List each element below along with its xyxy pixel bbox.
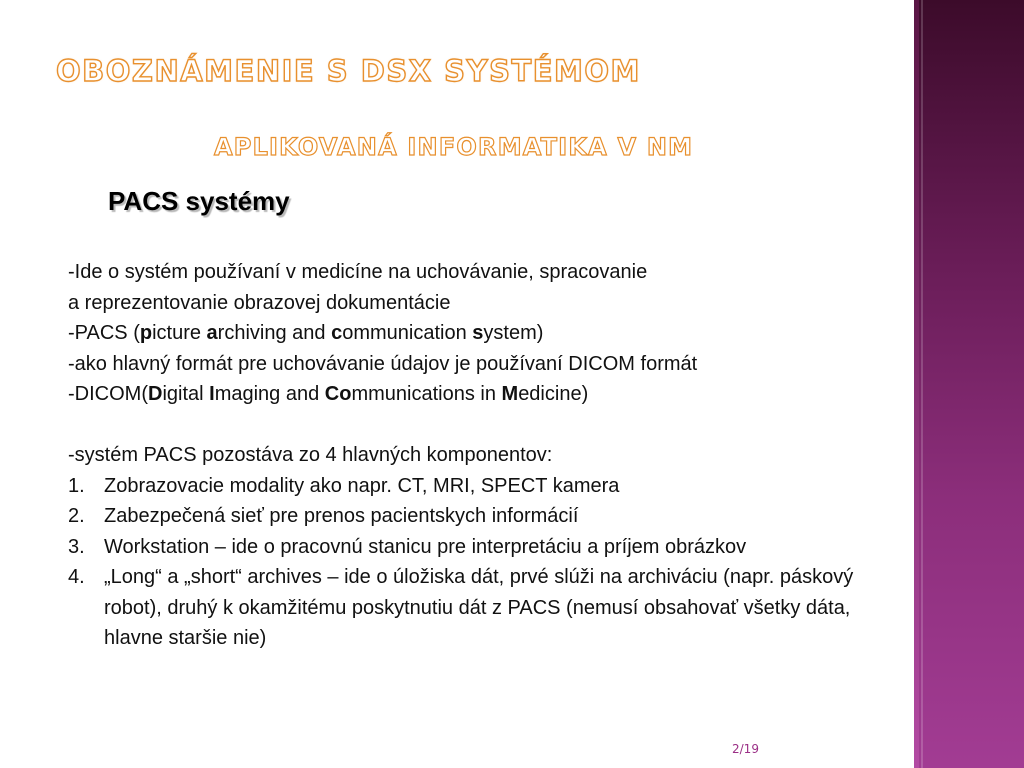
components-list [68, 471, 898, 654]
text-fragment: -PACS ( [68, 322, 140, 344]
list-item-number: 4. [68, 566, 85, 588]
section-heading: PACS systémy [108, 186, 290, 216]
body-line: -systém PACS pozostáva zo 4 hlavných komponentov: [68, 444, 553, 466]
list-item [68, 471, 898, 502]
text-fragment: ommunication [342, 322, 473, 344]
list-item-text: Workstation – ide o pracovnú stanicu pre interpretáciu a príjem obrázkov [104, 535, 747, 558]
text-fragment: edicine) [518, 383, 589, 405]
body-line: -ako hlavný formát pre uchovávanie údajov je používaní DICOM formát [68, 352, 698, 375]
text-fragment: icture [152, 322, 207, 344]
text-fragment: -DICOM( [68, 383, 148, 405]
slide-body-text [68, 257, 898, 654]
bold-letter: I [209, 383, 215, 405]
list-item [68, 532, 898, 563]
spacer [68, 410, 898, 441]
text-fragment: mmunications in [351, 383, 502, 405]
bold-letter: c [331, 322, 343, 344]
list-item-number: 1. [68, 474, 85, 497]
text-fragment: rchiving and [217, 322, 332, 344]
text-fragment: igital [162, 383, 210, 405]
slide-subtitle: APLIKOVANÁ INFORMATIKA V NM [214, 133, 694, 161]
text-fragment: ystem) [483, 322, 544, 344]
list-item-number: 2. [68, 505, 85, 527]
bold-letter: p [139, 322, 153, 344]
slide-title: OBOZNÁMENIE S DSX SYSTÉMOM [56, 54, 641, 88]
page-number: 2/19 [732, 742, 759, 756]
body-line: a reprezentovanie obrazovej dokumentácie [68, 291, 451, 314]
list-item [68, 501, 898, 532]
bold-letter: D [147, 383, 163, 405]
bold-letter: M [501, 383, 519, 405]
text-fragment: maging and [214, 383, 325, 405]
bold-letter: a [206, 322, 218, 344]
pacs-definition-line [68, 318, 898, 349]
list-item-text: Zobrazovacie modality ako napr. CT, MRI, SPECT kamera [104, 474, 620, 497]
list-item [68, 562, 898, 654]
bold-letter: Co [324, 383, 352, 405]
list-item-text: Zabezpečená sieť pre prenos pacientskych informácií [104, 505, 579, 527]
list-item-number: 3. [68, 535, 85, 558]
decorative-side-band [914, 0, 1024, 768]
list-item-text: „Long“ a „short“ archives – ide o úložiska dát, prvé slúži na archiváciu (napr. páskový robot), druhý k okamžitému poskytnutiu dát z PACS (nemusí obsahovať všetky dáta, hlavne staršie nie) [104, 566, 854, 649]
dicom-definition-line [68, 379, 898, 410]
body-line: -Ide o systém používaní v medicíne na uchovávanie, spracovanie [68, 261, 648, 283]
bold-letter: s [472, 322, 484, 344]
